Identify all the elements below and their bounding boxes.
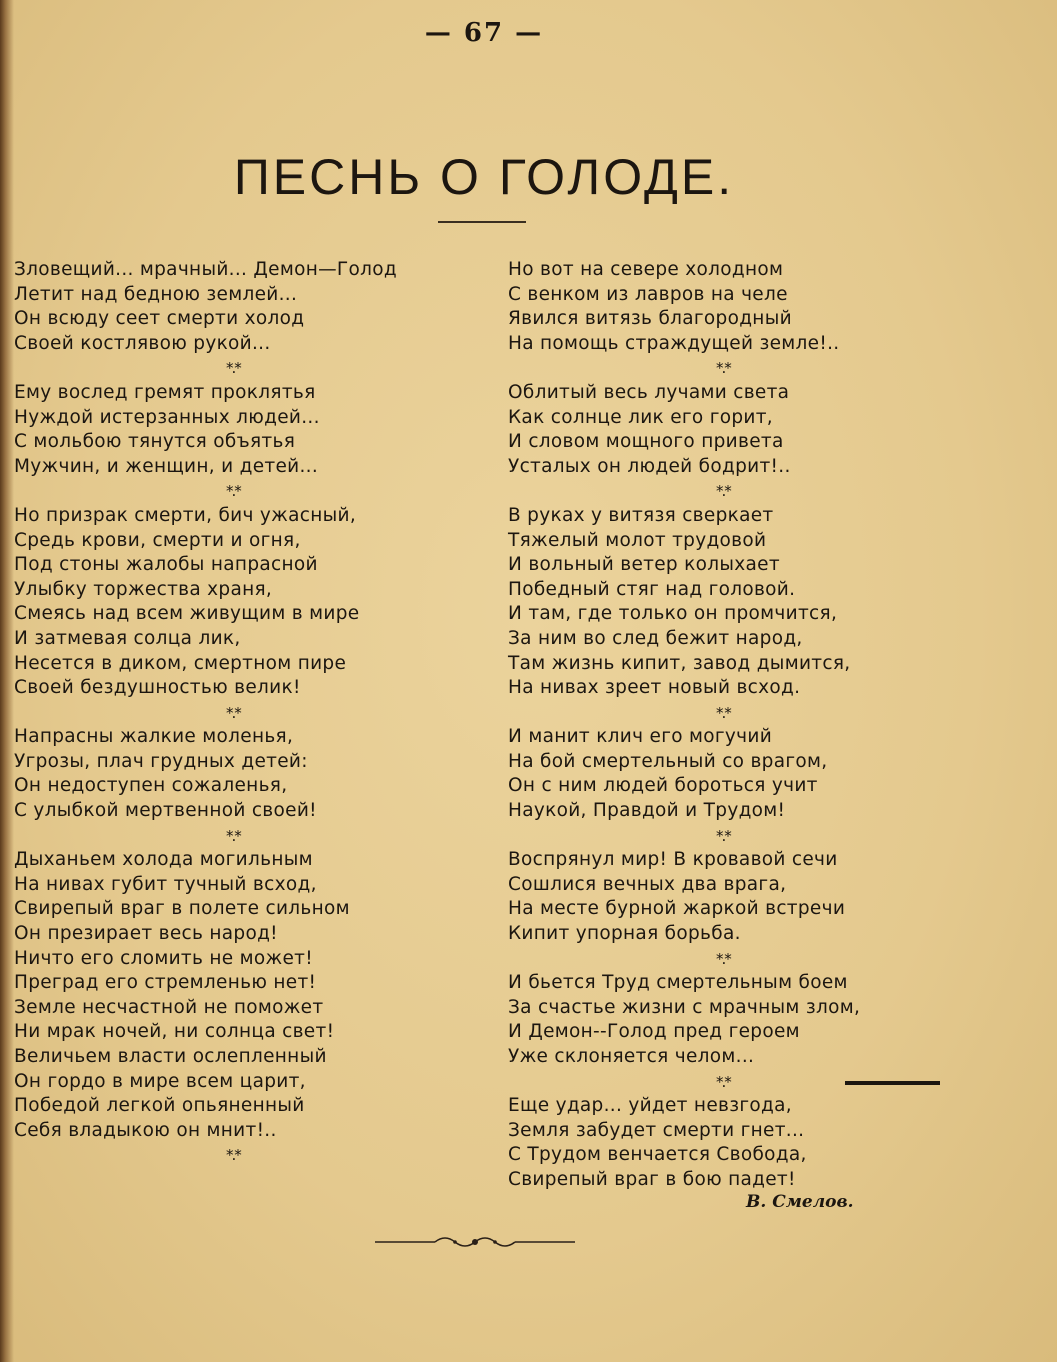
asterism-divider: *.* [716,482,730,501]
poem-line: Дыханьем холода могильным [14,849,313,871]
asterism-divider: *.* [226,703,240,722]
author-signature: В. Смелов. [746,1192,854,1212]
poem-line: Он презирает весь народ! [14,923,278,945]
asterism-divider: *.* [716,1072,730,1091]
poem-line: Напрасны жалкие моленья, [14,726,294,748]
poem-line: Величьем власти ослепленный [14,1046,327,1067]
poem-line: Наукой, Правдой и Трудом! [508,800,786,822]
poem-line: Он с ним людей бороться учит [508,775,818,797]
poem-line: Как солнце лик его горит, [508,406,773,428]
poem-line: В руках у витязя сверкает [508,504,774,526]
poem-line: На месте бурной жаркой встречи [508,898,846,920]
poem-line: С венком из лавров на челе [508,283,788,305]
poem-line: Сошлися вечных два врага, [508,873,787,895]
poem-line: С мольбою тянутся объятья [14,431,296,453]
asterism-divider: *.* [716,949,730,968]
poem-line: И словом мощного привета [508,431,784,453]
poem-line: Ни мрак ночей, ни солнца свет! [14,1021,335,1043]
poem-line: Но вот на севере холодном [508,259,784,280]
page-number: — 67 — [424,18,544,48]
poem-line: Земле несчастной не поможет [14,996,324,1018]
poem-line: И Демон--Голод пред героем [508,1021,800,1043]
poem-line: И бьется Труд смертельным боем [508,972,848,994]
poem-line: Он недоступен сожаленья, [14,775,288,797]
poem-line: Нуждой истерзанных людей... [14,406,320,428]
stanza [508,971,948,1069]
stanza [508,848,948,946]
poem-line: Земля забудет смерти гнет... [508,1119,805,1141]
stanza [508,1094,948,1192]
poem-line: Несется в диком, смертном пире [14,652,347,674]
asterism-divider: *.* [226,1146,240,1165]
author-rule [845,1081,940,1085]
poem-line: Воспрянул мир! В кровавой сечи [508,849,838,871]
poem-line: Там жизнь кипит, завод дымится, [508,652,851,674]
poem-line: Под стоны жалобы напрасной [14,554,318,576]
poem-line: Свирепый враг в полете сильном [14,898,350,920]
poem-line: С улыбкой мертвенной своей! [14,800,317,822]
stanza [14,504,454,701]
poem-line: Своей бездушностью велик! [14,677,301,699]
poem-line: Зловещий... мрачный... Демон—Голод [14,259,397,280]
poem-line: За счастье жизни с мрачным злом, [508,996,861,1018]
stanza [508,258,948,356]
poem-line: Кипит упорная борьба. [508,923,741,945]
poem-line: И вольный ветер колыхает [508,554,780,576]
poem-line: Уже склоняется челом... [508,1046,755,1067]
poem-line: Мужчин, и женщин, и детей... [14,455,319,477]
title-rule [438,221,526,223]
poem-title: ПЕСНЬ О ГОЛОДЕ. [233,149,735,205]
stanza [508,725,948,823]
poem-line: Тяжелый молот трудовой [508,529,767,551]
asterism-divider: *.* [716,359,730,378]
asterism-divider: *.* [226,482,240,501]
poem-line: И там, где только он промчится, [508,603,838,625]
poem-line: И манит клич его могучий [508,726,773,748]
stanza [14,381,454,479]
poem-line: Ничто его сломить не может! [14,947,313,969]
stanza [14,258,454,356]
left-column [14,258,454,1168]
right-column [508,258,948,1193]
poem-line: Улыбку торжества храня, [14,578,273,600]
poem-line: На бой смертельный со врагом, [508,750,828,772]
asterism-divider: *.* [226,826,240,845]
poem-line: И затмевая солца лик, [14,627,241,649]
asterism-divider: *.* [226,359,240,378]
poem-line: Еще удар... уйдет невзгода, [508,1095,792,1117]
poem-line: Победой легкой опьяненный [14,1095,305,1117]
poem-line: На помощь страждущей земле!.. [508,332,840,354]
poem-line: Явился витязь благородный [508,308,792,330]
stanza [14,725,454,823]
poem-line: С Трудом венчается Свобода, [508,1144,807,1166]
poem-line: Усталых он людей бодрит!.. [508,455,791,477]
poem-line: Себя владыкою он мнит!.. [14,1119,277,1141]
poem-line: Облитый весь лучами света [508,381,790,403]
poem-line: Он гордо в мире всем царит, [14,1070,306,1092]
poem-line: Средь крови, смерти и огня, [14,529,301,551]
end-ornament [375,1232,575,1252]
poem-line: На нивах губит тучный всход, [14,873,317,895]
stanza [14,848,454,1143]
poem-line: Смеясь над всем живущим в мире [14,603,360,625]
poem-line: Победный стяг над головой. [508,578,796,600]
poem-line: Своей костлявою рукой... [14,332,271,354]
poem-line: Угрозы, плач грудных детей: [14,750,308,772]
asterism-divider: *.* [716,703,730,722]
poem-line: Но призрак смерти, бич ужасный, [14,504,357,526]
poem-line: Он всюду сеет смерти холод [14,308,305,330]
poem-line: Ему вослед гремят проклятья [14,381,316,403]
poem-line: Летит над бедною землей... [14,283,298,305]
poem-line: Свирепый враг в бою падет! [508,1168,796,1190]
asterism-divider: *.* [716,826,730,845]
poem-line: На нивах зреет новый всход. [508,677,801,699]
poem-line: Преград его стремленью нет! [14,972,317,994]
poem-line: За ним во след бежит народ, [508,627,803,649]
stanza [508,504,948,701]
stanza [508,381,948,479]
